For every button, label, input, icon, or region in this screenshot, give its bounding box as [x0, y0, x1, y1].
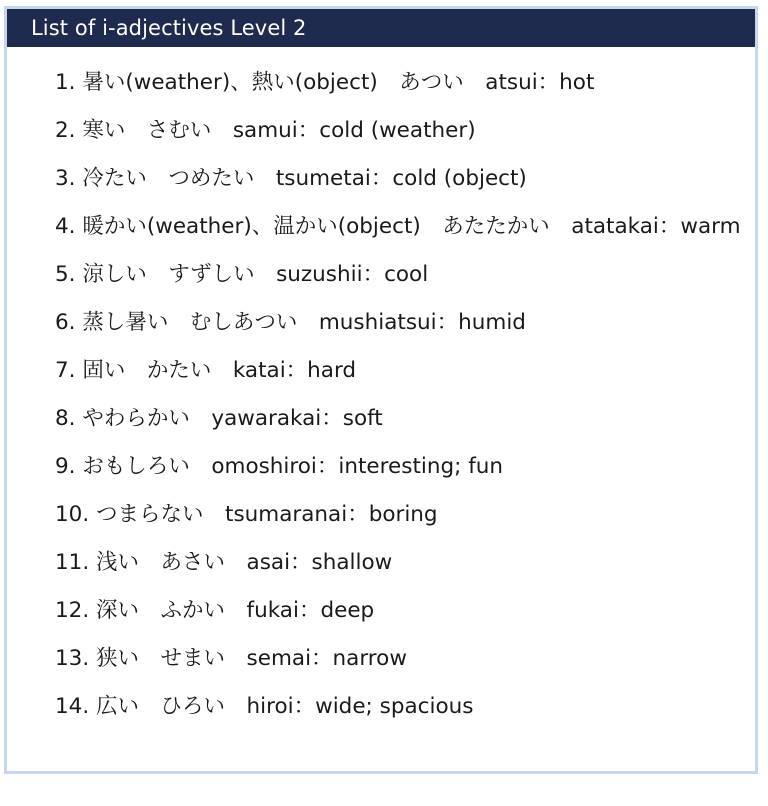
list-item-text: 4. 暖かい(weather)、温かい(object) あたたかい atatakai：warm — [55, 214, 741, 239]
page-title: List of i-adjectives Level 2 — [31, 16, 307, 40]
adjective-list-card — [4, 6, 758, 774]
list-item-text: 8. やわらかい yawarakai：soft — [55, 406, 383, 431]
list-item — [7, 215, 755, 239]
list-item-text: 1. 暑い(weather)、熱い(object) あつい atsui：hot — [55, 70, 595, 95]
list-item-text: 12. 深い ふかい fukai：deep — [55, 598, 375, 623]
list-item — [7, 503, 755, 527]
list-item — [7, 263, 755, 287]
list-item-text: 3. 冷たい つめたい tsumetai：cold (object) — [55, 166, 527, 191]
list-item — [7, 599, 755, 623]
list-item-text: 14. 広い ひろい hiroi：wide; spacious — [55, 694, 474, 719]
list-item — [7, 695, 755, 719]
list-item — [7, 407, 755, 431]
list-item-text: 13. 狭い せまい semai：narrow — [55, 646, 407, 671]
list-item-text: 6. 蒸し暑い むしあつい mushiatsui：humid — [55, 310, 526, 335]
list-item — [7, 455, 755, 479]
list-item-text: 2. 寒い さむい samui：cold (weather) — [55, 118, 476, 143]
list-item-text: 11. 浅い あさい asai：shallow — [55, 550, 393, 575]
list-item — [7, 119, 755, 143]
list-item-text: 9. おもしろい omoshiroi：interesting; fun — [55, 454, 504, 479]
list-item-text: 10. つまらない tsumaranai：boring — [55, 502, 438, 527]
list-item — [7, 311, 755, 335]
list-item-text: 7. 固い かたい katai：hard — [55, 358, 357, 383]
list-item — [7, 359, 755, 383]
list-item — [7, 647, 755, 671]
list-item — [7, 71, 755, 95]
card-header — [7, 9, 755, 47]
list-item — [7, 551, 755, 575]
adjective-list — [7, 71, 755, 743]
list-item — [7, 167, 755, 191]
list-item-text: 5. 涼しい すずしい suzushii：cool — [55, 262, 429, 287]
